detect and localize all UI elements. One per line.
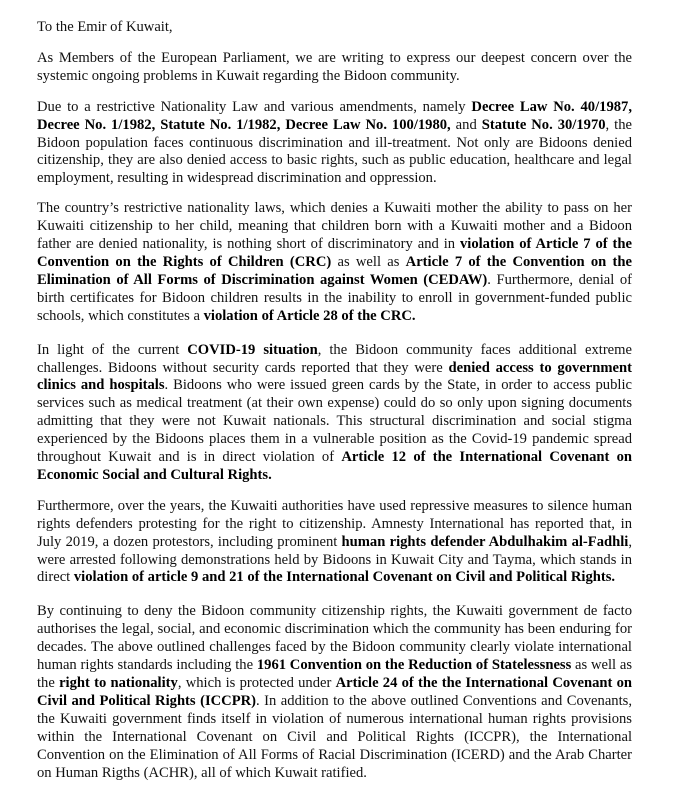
body-text: By continuing to deny the Bidoon community citizenship rights, the Kuwaiti government de facto authorises the legal, social, and economic discrimination which the community has been enduring for decades. The above outlined challenges faced by the Bidoon community clearly violate international human rights standards including the xyxy=(37,603,632,674)
emphasized-text: Article 12 of the International Covenant on Economic Social and Cultural Rights. xyxy=(37,449,632,483)
letter-document xyxy=(37,19,632,782)
body-text: and xyxy=(450,116,482,133)
body-text: , the Bidoon community faces additional extreme challenges. Bidoons without security cards reported that they were xyxy=(37,341,632,376)
paragraph-covid xyxy=(37,342,632,485)
paragraph-intro xyxy=(37,50,632,86)
emphasized-text: violation of article 9 and 21 of the International Covenant on Civil and Political Rights. xyxy=(73,569,616,586)
body-text: . Bidoons who were issued green cards by the State, in order to access public services such as medical treatment (at their own expense) could do so only upon signing documents admitting that they were not Kuwait nationals. This structural discrimination and social stigma experienced by the Bidoons places them in a vulnerable position as the Covid-19 pandemic spread throughout Kuwait and is in direct violation of xyxy=(37,377,632,466)
paragraph-nationality-law xyxy=(37,99,632,189)
emphasized-text: violation of Article 7 of the Convention on the Rights of Children (CRC) xyxy=(37,236,632,270)
body-text: . In addition to the above outlined Conventions and Covenants, the Kuwaiti government finds itself in violation of numerous international human rights provisions within the International Covenant on Civil and Political Rights (ICCPR), the International Convention on the Elimination of All Forms of Racial Discrimination (ICERD) and the Arab Charter on Human Rigths (ACHR), all of which Kuwait ratified. xyxy=(37,692,632,781)
body-text: In light of the current xyxy=(37,341,188,358)
body-text: As Members of the European Parliament, we are writing to express our deepest concern over the systemic ongoing problems in Kuwait regarding the Bidoon community. xyxy=(37,49,632,84)
paragraph-human-rights-defenders xyxy=(37,498,632,588)
salutation: To the Emir of Kuwait, xyxy=(37,19,173,35)
emphasized-text: Article 24 of the the International Covenant on Civil and Political Rights (ICCPR) xyxy=(37,675,633,709)
body-text: Due to a restrictive Nationality Law and various amendments, namely xyxy=(37,98,472,115)
emphasized-text: violation of Article 28 of the CRC. xyxy=(203,307,416,324)
emphasized-text: Article 7 of the Convention on the Elimination of All Forms of Discrimination against Women (CEDAW) xyxy=(37,253,632,288)
body-text: . Furthermore, denial of birth certificates for Bidoon children results in the inability to enroll in government-funded public schools, which constitutes a xyxy=(37,271,632,324)
emphasized-text: Statute No. 30/1970 xyxy=(481,116,606,133)
body-text: , which is protected under xyxy=(177,675,336,691)
paragraph-conclusion xyxy=(37,603,632,782)
emphasized-text: human rights defender Abdulhakim al-Fadhli xyxy=(341,533,629,550)
body-text: as well as the xyxy=(37,657,633,691)
body-text: , were arrested following demonstrations held by Bidoons in Kuwait City and Tayma, which stands in direct xyxy=(37,533,632,586)
body-text: Furthermore, over the years, the Kuwaiti authorities have used repressive measures to silence human rights defenders protesting for the right to citizenship. Amnesty International has reported that, in July 2019, a dozen protestors, including prominent xyxy=(37,497,632,550)
emphasized-text: denied access to government clinics and hospitals xyxy=(37,359,632,394)
body-text: The country’s restrictive nationality laws, which denies a Kuwaiti mother the ability to pass on her Kuwaiti citizenship to her child, meaning that children born with a Kuwaiti mother and a Bidoon father are denied nationality, is nothing short of discriminatory and in xyxy=(37,200,632,253)
body-text: as well as xyxy=(331,253,406,270)
emphasized-text: right to nationality xyxy=(59,675,178,691)
paragraph-children-rights xyxy=(37,200,632,325)
emphasized-text: 1961 Convention on the Reduction of Statelessness xyxy=(256,657,572,674)
emphasized-text: Decree Law No. 40/1987, Decree No. 1/1982, Statute No. 1/1982, Decree Law No. 100/1980, xyxy=(37,98,632,133)
emphasized-text: COVID-19 situation xyxy=(187,341,318,358)
body-text: , the Bidoon population faces continuous discrimination and ill-treatment. Not only are Bidoons denied citizenship, they are also denied access to basic rights, such as public education, healthcare and legal employment, resulting in widespread discrimination and oppression. xyxy=(37,116,632,187)
